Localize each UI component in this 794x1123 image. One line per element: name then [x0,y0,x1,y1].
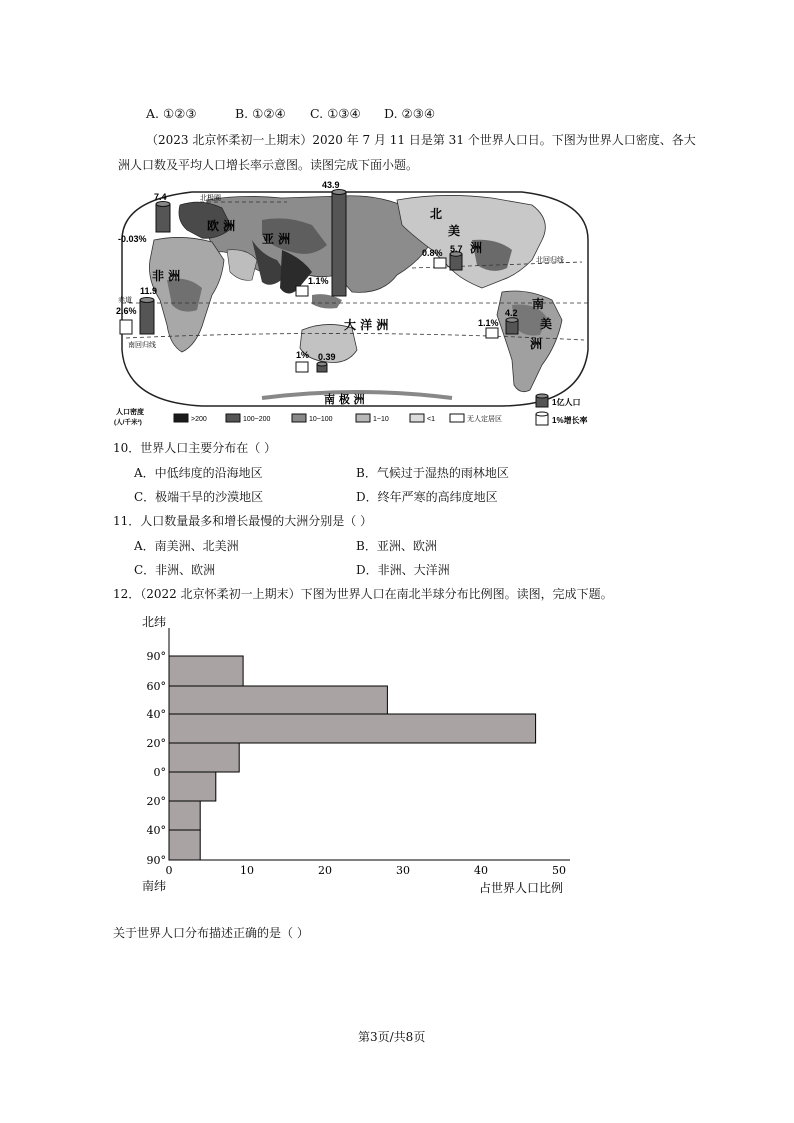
x-tick-label-1: 0 [165,864,173,877]
equator-label: 赤道 [118,297,132,304]
south-america-label-3: 洲 [530,337,543,351]
x-tick-label-5: 40 [474,864,488,877]
q10-option-d: D．终年严寒的高纬度地区 [356,490,498,504]
chart-x-label: 占世界人口比例 [479,881,564,895]
asia-label: 亚 洲 [262,232,291,246]
bar-7 [169,830,200,860]
q9-option-a: A. ①②③ [146,106,197,121]
bar-1 [169,656,243,686]
q11-option-b: B．亚洲、欧洲 [356,539,437,553]
legend-item-4: 1~10 [373,416,389,423]
x-tick-label-2: 10 [240,864,254,877]
bar-6 [169,801,200,830]
intro-line-1: （2023 北京怀柔初一上期末）2020 年 7 月 11 日是第 31 个世界人口日。下图为世界人口密度、各大 [146,133,696,147]
north-america-pop-value: 5.7 [450,244,463,254]
south-america-label-1: 南 [532,297,545,311]
x-tick-label-6: 50 [552,864,566,877]
south-america-label-2: 美 [540,317,553,331]
north-america-rate-value: 0.8% [422,248,443,258]
chart-top-label: 北纬 [142,615,167,629]
asia-population-cylinder [332,190,346,297]
x-tick-label-4: 30 [396,864,410,877]
north-america-population-cylinder [450,252,462,270]
legend-rate-label: 1%增长率 [552,416,588,425]
south-america-pop-value: 4.2 [505,308,518,318]
legend-item-6: 无人定居区 [467,416,502,423]
oceania-pop-value: 0.39 [318,352,336,362]
y-tick-label-2: 60° [146,680,166,693]
europe-rate-value: -0.03% [118,234,147,244]
tropic-capricorn-label: 南回归线 [128,342,156,349]
legend-item-1: >200 [191,416,207,423]
q9-option-d: D. ②③④ [384,106,436,121]
y-tick-label-3: 40° [146,708,166,721]
north-america-label-3: 洲 [470,241,483,255]
tropic-cancer-label: 北回归线 [536,257,564,264]
antarctica-label: 南 极 洲 [324,393,365,406]
q12-stem: 12．（2022 北京怀柔初一上期末）下图为世界人口在南北半球分布比例图。读图，完成下题。 [113,587,613,601]
bar-3 [169,714,536,743]
y-tick-label-4: 20° [146,737,166,750]
north-america-label-2: 美 [448,224,461,238]
q12-question: 关于世界人口分布描述正确的是（ ） [113,926,309,940]
q11-option-a: A．南美洲、北美洲 [134,539,239,553]
q10-option-a: A．中低纬度的沿海地区 [134,466,263,480]
q9-option-c: C. ①③④ [310,106,361,121]
x-tick-label-3: 20 [318,864,332,877]
y-tick-label-8: 90° [146,854,166,867]
y-tick-label-5: 0° [153,766,166,779]
arctic-circle-label: 北极圈 [200,195,221,202]
world-population-map [112,180,598,432]
legend-item-3: 10~100 [309,416,333,423]
q9-option-b: B. ①②④ [235,106,286,121]
y-tick-label-7: 40° [146,824,166,837]
q10-option-c: C．极端干旱的沙漠地区 [134,490,264,504]
legend-pop-label: 1亿人口 [552,398,581,407]
bar-5 [169,772,216,801]
oceania-label: 大 洋 洲 [344,318,389,332]
q11-option-d: D．非洲、大洋洲 [356,563,450,577]
asia-rate-value: 1.1% [308,276,329,286]
africa-pop-value: 11.9 [140,286,158,296]
q11-option-c: C．非洲、欧洲 [134,563,216,577]
intro-line-2: 洲人口数及平均人口增长率示意图。读图完成下面小题。 [118,158,419,172]
north-america-label-1: 北 [430,207,443,221]
asia-pop-value: 43.9 [322,180,340,190]
africa-population-cylinder [140,298,154,335]
page-footer: 第3页/共8页 [358,1030,426,1044]
oceania-population-cylinder [317,362,327,372]
legend-population-cylinder [536,394,548,407]
legend-rate-cylinder [536,412,548,425]
south-america-population-cylinder [506,318,518,334]
q10-stem: 10．世界人口主要分布在（ ） [113,441,277,455]
legend-title: 人口密度 [116,409,144,416]
y-tick-label-6: 20° [146,795,166,808]
europe-population-cylinder [156,202,170,233]
south-america-rate-value: 1.1% [478,318,499,328]
legend-item-5: <1 [427,416,435,423]
oceania-rate-value: 1% [296,350,310,360]
legend-item-2: 100~200 [243,416,271,423]
population-hemisphere-chart [128,610,588,905]
africa-rate-value: 2.6% [116,306,137,316]
europe-label: 欧 洲 [207,219,236,233]
q11-stem: 11．人口数量最多和增长最慢的大洲分别是（ ） [113,514,373,528]
europe-pop-value: 7.4 [154,192,167,202]
bar-4 [169,743,239,772]
legend-unit: (人/千米²) [114,419,142,426]
bar-2 [169,686,387,714]
africa-label: 非 洲 [152,269,181,283]
q10-option-b: B．气候过于湿热的雨林地区 [356,466,509,480]
y-tick-label-1: 90° [146,650,166,663]
chart-bottom-label: 南纬 [142,879,167,893]
